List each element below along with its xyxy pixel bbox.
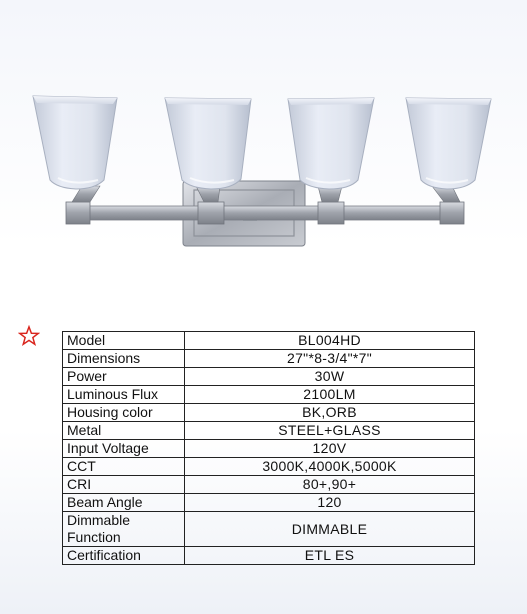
crossbar	[68, 206, 463, 220]
spec-value: 2100LM	[185, 386, 475, 404]
table-row	[63, 350, 475, 368]
spec-label: Input Voltage	[63, 440, 185, 458]
table-row	[63, 547, 475, 565]
star-outline-icon	[18, 325, 40, 347]
table-row	[63, 386, 475, 404]
table-row	[63, 332, 475, 350]
spec-label-line: Dimmable	[67, 512, 131, 528]
spec-value: 27"*8-3/4"*7"	[185, 350, 475, 368]
table-row	[63, 404, 475, 422]
spec-value: DIMMABLE	[185, 512, 475, 547]
spec-label: Luminous Flux	[63, 386, 185, 404]
spec-label: Model	[63, 332, 185, 350]
spec-value: STEEL+GLASS	[185, 422, 475, 440]
spec-value: 120	[185, 494, 475, 512]
spec-value: BL004HD	[185, 332, 475, 350]
glass-shade	[406, 98, 491, 189]
glass-shade	[33, 96, 117, 189]
product-image	[0, 0, 527, 300]
spec-label: Beam Angle	[63, 494, 185, 512]
table-row	[63, 512, 475, 547]
spec-label: Certification	[63, 547, 185, 565]
glass-shade	[165, 98, 251, 189]
table-row	[63, 368, 475, 386]
table-row	[63, 440, 475, 458]
table-row	[63, 494, 475, 512]
spec-label: Power	[63, 368, 185, 386]
glass-shade	[288, 98, 374, 189]
spec-label: CCT	[63, 458, 185, 476]
spec-value: 30W	[185, 368, 475, 386]
table-row	[63, 422, 475, 440]
spec-value: ETL ES	[185, 547, 475, 565]
table-row	[63, 476, 475, 494]
spec-label: CRI	[63, 476, 185, 494]
spec-label: Dimensions	[63, 350, 185, 368]
spec-value: 3000K,4000K,5000K	[185, 458, 475, 476]
spec-value: 120V	[185, 440, 475, 458]
spec-label: Housing color	[63, 404, 185, 422]
spec-label-line: Function	[67, 529, 121, 545]
spec-table	[62, 331, 475, 565]
spec-value: 80+,90+	[185, 476, 475, 494]
spec-label	[63, 512, 185, 547]
spec-value: BK,ORB	[185, 404, 475, 422]
table-row	[63, 458, 475, 476]
spec-label: Metal	[63, 422, 185, 440]
